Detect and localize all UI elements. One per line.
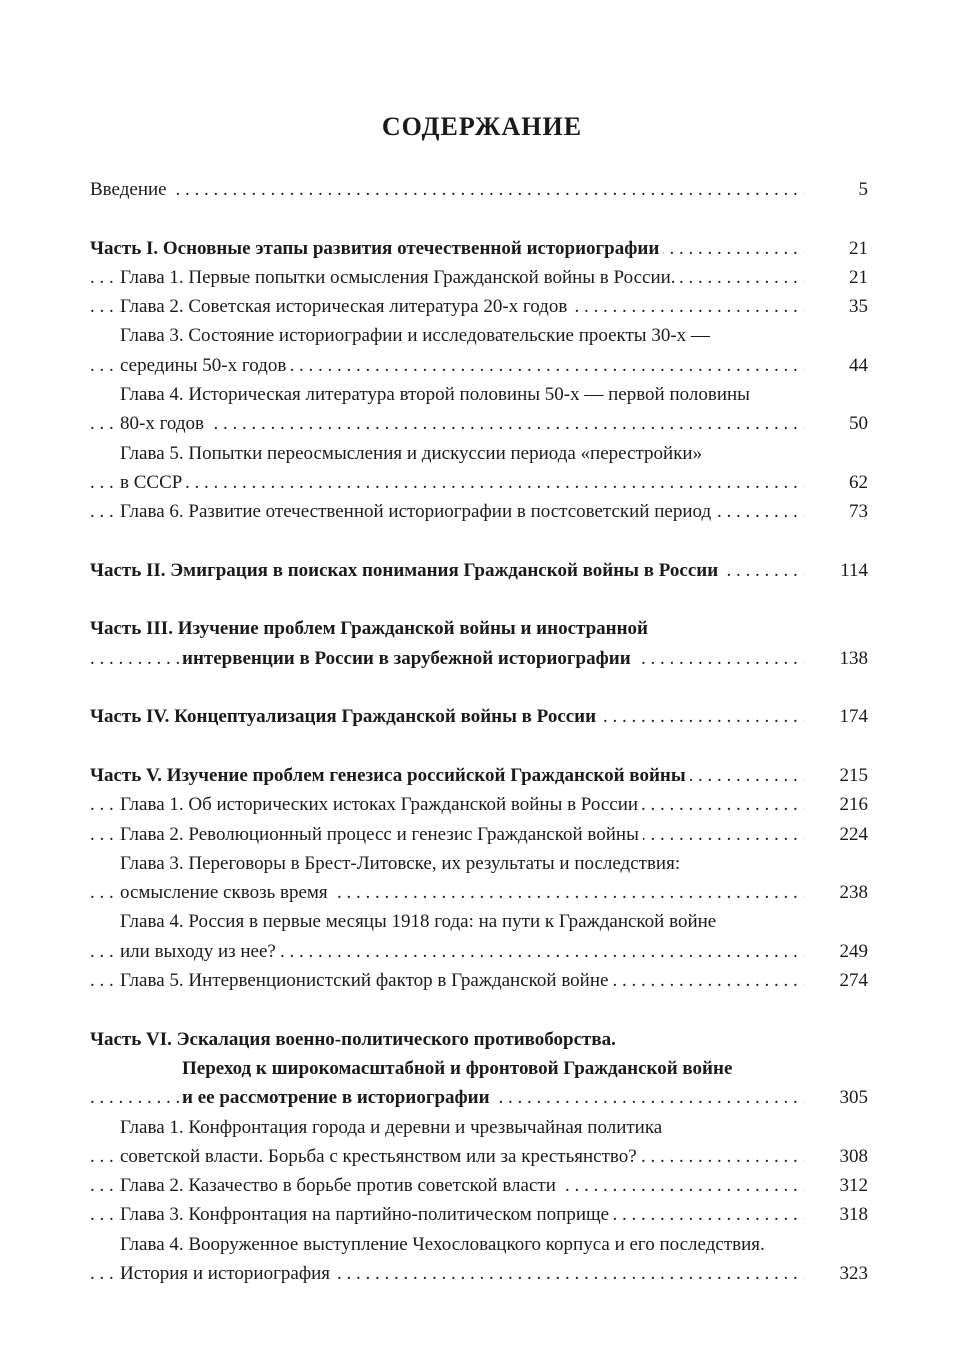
toc-entry-part-1-ch-4-cont[interactable] <box>90 409 868 438</box>
toc-entry-part-5-ch-5[interactable] <box>90 966 868 995</box>
toc-entry-part-1-ch-5[interactable] <box>90 439 868 468</box>
page-number: 73 <box>849 501 868 523</box>
toc-entry-text: Глава 1. Первые попытки осмысления Гражданской войны в России. <box>120 263 680 292</box>
page-number: 62 <box>849 471 868 493</box>
toc-entry-text: Глава 1. Об исторических истоках Гражданской войны в России <box>120 790 642 819</box>
page-number: 216 <box>839 794 868 816</box>
spacer <box>90 585 868 614</box>
toc-entry-text: Глава 2. Революционный процесс и генезис Гражданской войны <box>120 820 643 849</box>
toc-entry-part-1-ch-4[interactable] <box>90 380 868 409</box>
page-number: 215 <box>839 764 868 786</box>
toc-entry-text-cont: интервенции в России в зарубежной историографии <box>182 644 635 673</box>
leader-dots <box>90 175 804 204</box>
toc-entry-text: Глава 5. Интервенционистский фактор в Гражданской войне <box>120 966 612 995</box>
toc-entry-text: Глава 1. Конфронтация города и деревни и чрезвычайная политика <box>120 1113 666 1142</box>
page-number: 138 <box>839 647 868 669</box>
toc-entry-intro[interactable] <box>90 175 868 204</box>
page-number: 312 <box>839 1175 868 1197</box>
toc-entry-text: Часть VI. Эскалация военно-политического противоборства. <box>90 1025 620 1054</box>
toc-entry-text: Часть IV. Концептуализация Гражданской войны в России <box>90 702 600 731</box>
toc-entry-part-3[interactable] <box>90 614 868 643</box>
page-number: 274 <box>839 970 868 992</box>
toc-entry-text-cont: в СССР <box>120 468 186 497</box>
toc-entry-part-5-ch-1[interactable] <box>90 790 868 819</box>
toc-entry-text: Часть V. Изучение проблем генезиса российской Гражданской войны <box>90 761 690 790</box>
toc-entry-text: Глава 2. Казачество в борьбе против советской власти <box>120 1171 560 1200</box>
page-number: 50 <box>849 413 868 435</box>
toc-entry-part-6-cont-1[interactable] <box>90 1054 868 1083</box>
table-of-contents <box>90 175 868 1288</box>
toc-entry-text-cont: середины 50-х годов <box>120 351 290 380</box>
page-number: 44 <box>849 354 868 376</box>
spacer <box>90 673 868 702</box>
toc-entry-part-4[interactable] <box>90 702 868 731</box>
spacer <box>90 732 868 761</box>
toc-entry-text-cont: осмысление сквозь время <box>120 878 332 907</box>
spacer <box>90 204 868 233</box>
toc-entry-part-1-ch-3[interactable] <box>90 321 868 350</box>
toc-entry-text: Глава 4. Россия в первые месяцы 1918 года: на пути к Гражданской войне <box>120 907 720 936</box>
toc-entry-text-cont: 80-х годов <box>120 409 208 438</box>
toc-entry-part-1-ch-2[interactable] <box>90 292 868 321</box>
page-title: СОДЕРЖАНИЕ <box>381 112 583 141</box>
page-number: 323 <box>839 1262 868 1284</box>
toc-entry-text: Глава 3. Конфронтация на партийно-политическом поприще <box>120 1200 613 1229</box>
page-number: 114 <box>840 559 868 581</box>
page-number: 174 <box>839 706 868 728</box>
toc-entry-part-1-ch-5-cont[interactable] <box>90 468 868 497</box>
toc-entry-part-6-cont-2[interactable] <box>90 1083 868 1112</box>
toc-entry-text: Глава 3. Состояние историографии и исследовательские проекты 30-х — <box>120 321 714 350</box>
toc-entry-part-1-ch-3-cont[interactable] <box>90 351 868 380</box>
toc-entry-part-5-ch-3-cont[interactable] <box>90 878 868 907</box>
page-number: 305 <box>839 1087 868 1109</box>
toc-entry-text-cont: История и историография <box>120 1259 334 1288</box>
page-number: 308 <box>839 1145 868 1167</box>
toc-entry-part-6[interactable] <box>90 1025 868 1054</box>
toc-entry-part-3-cont[interactable] <box>90 644 868 673</box>
toc-entry-part-6-ch-4[interactable] <box>90 1230 868 1259</box>
toc-entry-text: Часть III. Изучение проблем Гражданской войны и иностранной <box>90 614 652 643</box>
toc-entry-text: Глава 3. Переговоры в Брест-Литовске, их результаты и последствия: <box>120 849 684 878</box>
toc-entry-text: Введение <box>90 175 171 204</box>
page-number: 238 <box>839 882 868 904</box>
page-number: 318 <box>839 1204 868 1226</box>
toc-entry-text-cont: или выходу из нее? <box>120 937 280 966</box>
toc-entry-text: Глава 2. Советская историческая литература 20-х годов <box>120 292 571 321</box>
toc-entry-text: Глава 5. Попытки переосмысления и дискуссии периода «перестройки» <box>120 439 706 468</box>
toc-entry-text: Часть I. Основные этапы развития отечественной историографии <box>90 234 663 263</box>
page-number: 21 <box>849 266 868 288</box>
toc-entry-part-6-ch-2[interactable] <box>90 1171 868 1200</box>
page-number: 224 <box>839 823 868 845</box>
page-number: 249 <box>839 940 868 962</box>
toc-entry-part-2[interactable] <box>90 556 868 585</box>
toc-entry-part-1-ch-6[interactable] <box>90 497 868 526</box>
toc-entry-part-6-ch-1-cont[interactable] <box>90 1142 868 1171</box>
toc-entry-part-5-ch-4[interactable] <box>90 907 868 936</box>
toc-entry-part-6-ch-4-cont[interactable] <box>90 1259 868 1288</box>
page-number: 35 <box>849 296 868 318</box>
toc-entry-part-1[interactable] <box>90 234 868 263</box>
toc-entry-part-6-ch-3[interactable] <box>90 1200 868 1229</box>
page-number: 21 <box>849 237 868 259</box>
toc-entry-part-1-ch-1[interactable] <box>90 263 868 292</box>
toc-entry-text-cont: и ее рассмотрение в историографии <box>182 1083 494 1112</box>
leader-dots <box>90 468 804 497</box>
toc-entry-text-cont: советской власти. Борьба с крестьянством или за крестьянство? <box>120 1142 641 1171</box>
spacer <box>90 527 868 556</box>
toc-entry-text: Часть II. Эмиграция в поисках понимания Гражданской войны в России <box>90 556 722 585</box>
toc-entry-part-6-ch-1[interactable] <box>90 1113 868 1142</box>
toc-entry-text: Глава 6. Развитие отечественной историографии в постсоветский период <box>120 497 715 526</box>
toc-entry-text: Глава 4. Вооруженное выступление Чехословацкого корпуса и его последствия. <box>120 1230 769 1259</box>
toc-entry-text: Глава 4. Историческая литература второй половины 50-х — первой половины <box>120 380 754 409</box>
toc-entry-part-5-ch-3[interactable] <box>90 849 868 878</box>
toc-entry-text-cont: Переход к широкомасштабной и фронтовой Гражданской войне <box>182 1054 736 1083</box>
toc-entry-part-5-ch-2[interactable] <box>90 820 868 849</box>
toc-entry-part-5-ch-4-cont[interactable] <box>90 937 868 966</box>
page-number: 5 <box>858 179 868 200</box>
spacer <box>90 995 868 1024</box>
toc-entry-part-5[interactable] <box>90 761 868 790</box>
